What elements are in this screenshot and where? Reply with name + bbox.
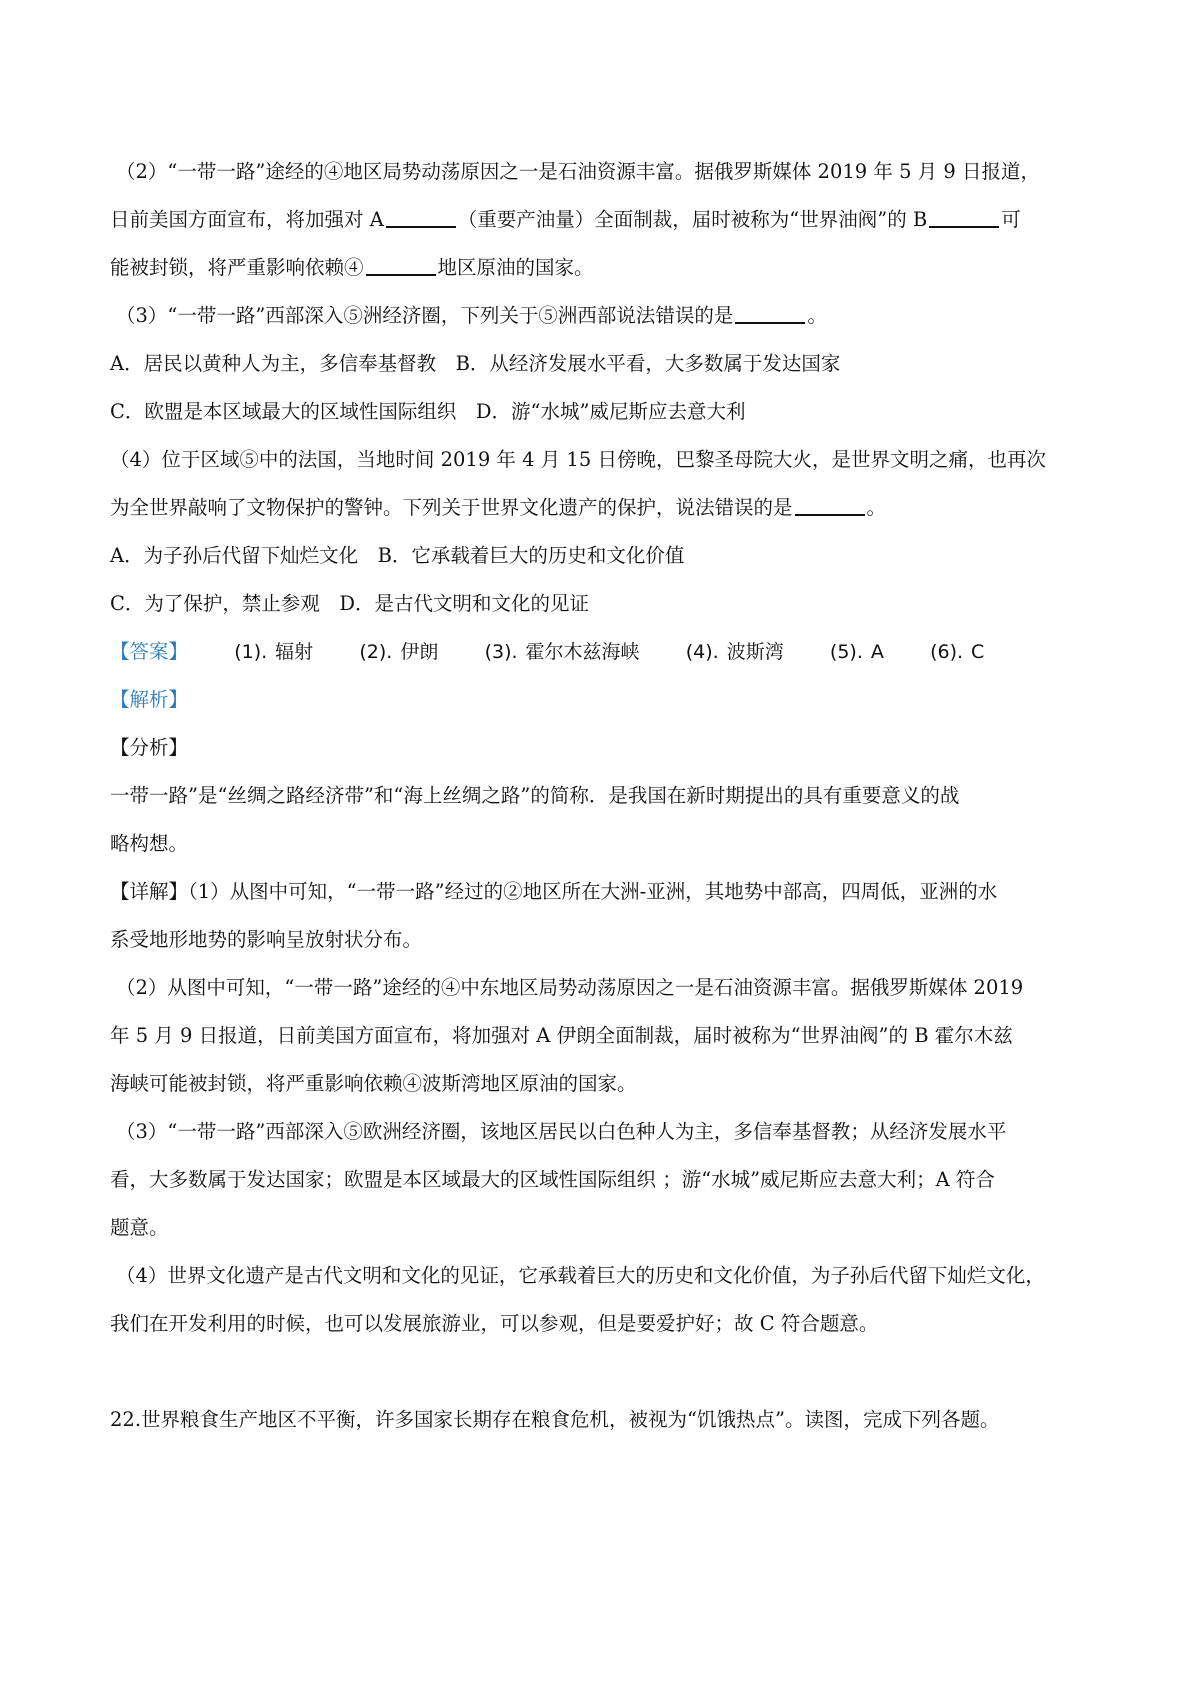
q3-stem-b: 。 <box>807 304 827 327</box>
q3-options-cd: C．欧盟是本区域最大的区域性国际组织 D．游“水城”威尼斯应去意大利 <box>110 400 746 423</box>
detail-2-line2: 年 5 月 9 日报道，日前美国方面宣布，将加强对 A 伊朗全面制裁，届时被称为“世界油阀”的 B 霍尔木兹 <box>110 1024 1013 1047</box>
answer-line <box>110 628 1100 676</box>
answer-num-6: (6). <box>930 641 964 663</box>
blank-region <box>366 254 436 276</box>
answer-num-1: (1). <box>234 641 268 663</box>
fenxi-line1: 一带一路”是“丝绸之路经济带”和“海上丝绸之路”的简称．是我国在新时期提出的具有重要意义的战 <box>110 784 960 807</box>
answer-item-2 <box>359 628 438 676</box>
answer-num-4: (4). <box>685 641 719 663</box>
detail-1-line2: 系受地形地势的影响呈放射状分布。 <box>110 928 423 951</box>
q22-stem: 22.世界粮食生产地区不平衡，许多国家长期存在粮食危机，被视为“饥饿热点”。读图，完成下列各题。 <box>110 1408 1000 1431</box>
answer-item-5 <box>830 628 884 676</box>
q2-line1: （2）“一带一路”途经的④地区局势动荡原因之一是石油资源丰富。据俄罗斯媒体 2019 年 5 月 9 日报道， <box>116 160 1040 183</box>
answer-text-5: A <box>870 641 884 663</box>
answer-num-3: (3). <box>484 641 518 663</box>
detail-3-line3: 题意。 <box>110 1216 169 1239</box>
blank-b <box>929 206 999 228</box>
detail-2-line3: 海峡可能被封锁，将严重影响依赖④波斯湾地区原油的国家。 <box>110 1072 637 1095</box>
analysis-label: 【解析】 <box>110 688 189 711</box>
q2-line3-b: 地区原油的国家。 <box>437 256 594 279</box>
q4-line2-a: 为全世界敲响了文物保护的警钟。下列关于世界文化遗产的保护，说法错误的是 <box>110 496 793 519</box>
q2-line3 <box>110 244 1100 292</box>
detail-1-line1 <box>110 868 1100 916</box>
answer-item-3 <box>485 628 640 676</box>
answer-item-4 <box>686 628 784 676</box>
q2-line2 <box>110 196 1100 244</box>
answer-num-5: (5). <box>829 641 863 663</box>
q2-line2-c: 可 <box>1001 208 1021 231</box>
q2-line2-a: 日前美国方面宣布，将加强对 A <box>110 208 384 231</box>
answer-text-4: 波斯湾 <box>726 641 784 663</box>
answer-item-1 <box>234 628 313 676</box>
answer-text-1: 辐射 <box>275 641 314 663</box>
q3-options-ab: A．居民以黄种人为主，多信奉基督教 B．从经济发展水平看，大多数属于发达国家 <box>110 352 841 375</box>
q4-options-ab: A．为子孙后代留下灿烂文化 B．它承载着巨大的历史和文化价值 <box>110 544 685 567</box>
detail-1-text: （1）从图中可知，“一带一路”经过的②地区所在大洲-亚洲，其地势中部高，四周低，亚洲的水 <box>188 880 998 903</box>
q3-stem <box>110 292 1100 340</box>
answer-label: 【答案】 <box>110 640 189 663</box>
detail-4-line2: 我们在开发利用的时候，也可以发展旅游业，可以参观，但是要爱护好；故 C 符合题意。 <box>110 1312 879 1335</box>
detail-4-line1: （4）世界文化遗产是古代文明和文化的见证，它承载着巨大的历史和文化价值，为子孙后代留下灿烂文化， <box>116 1264 1045 1287</box>
fenxi-line2: 略构想。 <box>110 832 189 855</box>
answer-item-6 <box>930 628 984 676</box>
fenxi-label: 【分析】 <box>110 736 189 759</box>
q2-line2-b: （重要产油量）全面制裁，届时被称为“世界油阀”的 B <box>457 208 928 231</box>
document-content <box>110 148 1100 1444</box>
answer-text-6: C <box>971 641 985 663</box>
detail-label: 【详解】 <box>110 880 189 903</box>
section-gap <box>110 1348 1100 1396</box>
q4-line1: （4）位于区域⑤中的法国，当地时间 2019 年 4 月 15 日傍晚，巴黎圣母院大火，是世界文明之痛，也再次 <box>110 448 1046 471</box>
q2-line3-a: 能被封锁，将严重影响依赖④ <box>110 256 364 279</box>
q4-line2 <box>110 484 1100 532</box>
answer-num-2: (2). <box>359 641 393 663</box>
blank-a <box>386 206 456 228</box>
q4-line2-b: 。 <box>866 496 887 519</box>
detail-3-line2: 看，大多数属于发达国家；欧盟是本区域最大的区域性国际组织 ；游“水城”威尼斯应去意大利；A 符合 <box>110 1168 995 1191</box>
detail-2-line1: （2）从图中可知，“一带一路”途经的④中东地区局势动荡原因之一是石油资源丰富。据俄罗斯媒体 2019 <box>116 976 1024 999</box>
blank-q4 <box>795 494 865 516</box>
answer-text-3: 霍尔木兹海峡 <box>525 641 640 663</box>
q4-options-cd: C．为了保护，禁止参观 D．是古代文明和文化的见证 <box>110 592 590 615</box>
answer-text-2: 伊朗 <box>400 641 439 663</box>
detail-3-line1: （3）“一带一路”西部深入⑤欧洲经济圈，该地区居民以白色种人为主，多信奉基督教；从经济发展水平 <box>116 1120 1007 1143</box>
q3-stem-a: （3）“一带一路”西部深入⑤洲经济圈，下列关于⑤洲西部说法错误的是 <box>116 304 734 327</box>
blank-q3 <box>735 302 805 324</box>
